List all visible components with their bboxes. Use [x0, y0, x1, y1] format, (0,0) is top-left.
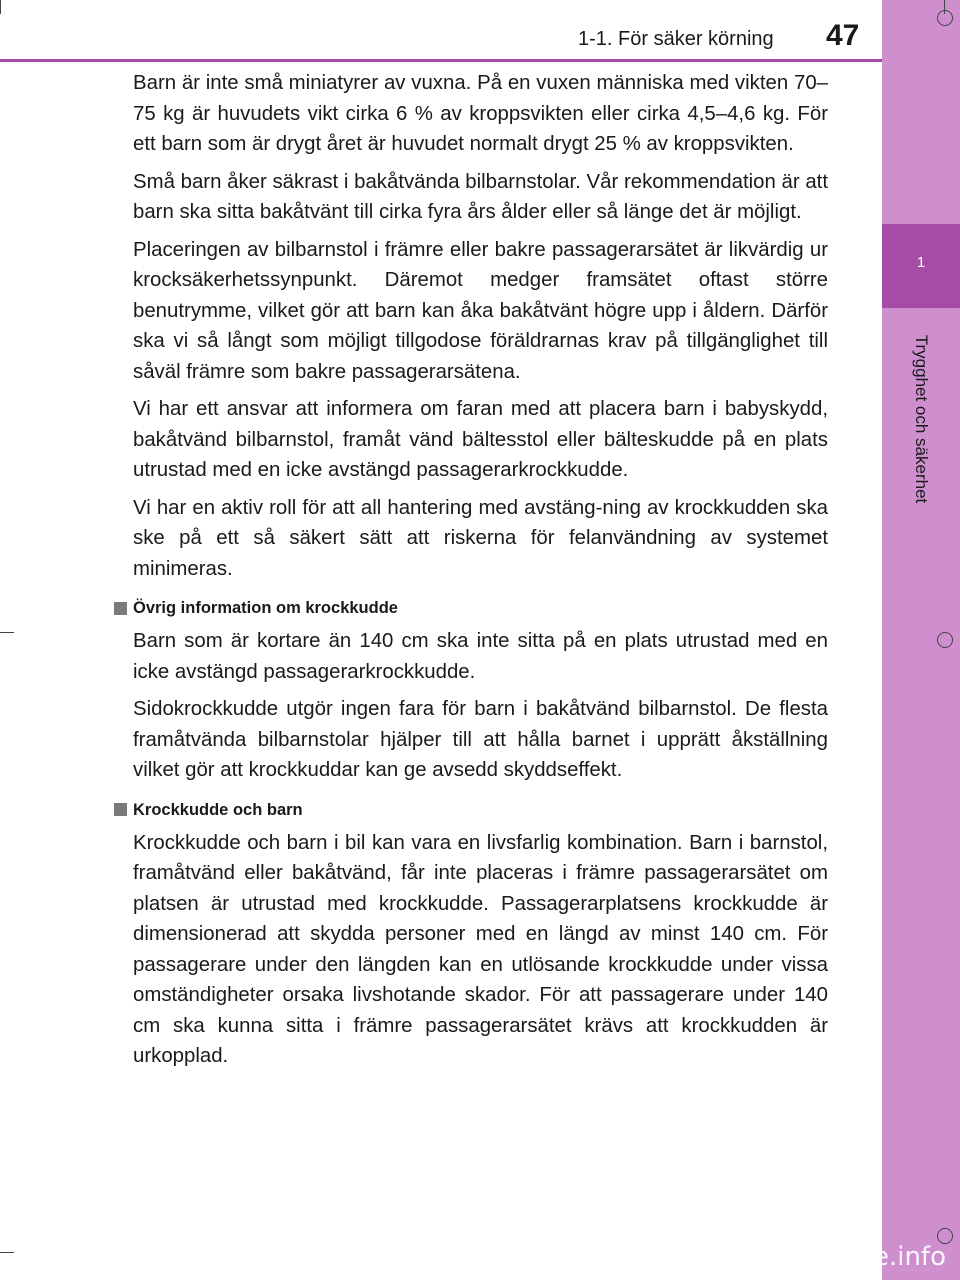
body-paragraph: Placeringen av bilbarnstol i främre eller bakre passagerarsätet är likvärdig ur krocksäkerhetssynpunkt. Däremot medger framsätet oftast större benutrymme, vilket gör att barn kan åka bakåtvänt högre upp i åldern. Därför ska vi så långt som möjligt tillgodose föräldrarnas krav på tillgänglighet till såväl främre som bakre passagerarsätena.: [133, 238, 828, 383]
crop-mark: [0, 0, 1, 14]
body-paragraph: Små barn åker säkrast i bakåtvända bilbarnstolar. Vår rekommendation är att barn ska sitta bakåtvänt till cirka fyra års ålder eller så länge det är möjligt.: [133, 170, 828, 223]
registration-mark: [937, 632, 953, 648]
section-heading: [114, 798, 828, 822]
watermark: carmanualsonline.info: [658, 1242, 946, 1272]
body-paragraph: Sidokrockkudde utgör ingen fara för barn i bakåtvänd bilbarnstol. De flesta framåtvända bilbarnstolar hjälper till att hålla barnet i upprätt åkställning vilket gör att krockkuddar kan ge avsedd skyddseffekt.: [133, 698, 828, 781]
section-heading-text: Krockkudde och barn: [133, 800, 303, 819]
header-rule: [0, 59, 882, 62]
square-bullet-icon: [114, 803, 127, 816]
running-head: 1-1. För säker körning: [578, 28, 774, 50]
crop-mark: [0, 632, 14, 633]
body-paragraph: Vi har ett ansvar att informera om faran med att placera barn i babyskydd, bakåtvänd bilbarnstol, framåt vänd bältesstol eller bälteskudde på en plats utrustad med en icke avstängd passagerarkrockkudde.: [133, 398, 828, 481]
section-heading-text: Övrig information om krockkudde: [133, 599, 398, 617]
body-paragraph: Krockkudde och barn i bil kan vara en livsfarlig kombination. Barn i barnstol, framåtvänd eller bakåtvänd, får inte placeras i främre passagerarsätet om platsen är utrustad med krockkudde. Passagerarplatsens krockkudde är dimensionerad att skydda personer med en längd av minst 140 cm. För passagerare under den längden kan en utlösande krockkudde under vissa omständigheter orsaka livshotande skador. För att passagerare under 140 cm ska kunna sitta i främre passagerarsätet krävs att krockkudden är urkopplad.: [133, 831, 828, 1067]
chapter-title: Trygghet och säkerhet: [912, 334, 931, 504]
body-paragraph: Barn som är kortare än 140 cm ska inte sitta på en plats utrustad med en icke avstängd passagerarkrockkudde.: [133, 630, 828, 683]
body-paragraph: Barn är inte små miniatyrer av vuxna. På en vuxen människa med vikten 70–75 kg är huvudets vikt cirka 6 % av kroppsvikten eller cirka 4,5–4,6 kg. För ett barn som är drygt året är huvudet normalt drygt 25 % av kroppsvikten.: [133, 72, 828, 155]
body-paragraph: Vi har en aktiv roll för att all hantering med avstäng-ning av krockkudden ska ske på ett så säkert sätt att riskerna för felanvändning av systemet minimeras.: [133, 496, 828, 580]
chapter-tab: [882, 224, 960, 308]
registration-mark: [937, 10, 953, 26]
page-number: 47: [826, 19, 860, 52]
square-bullet-icon: [114, 602, 127, 615]
section-heading: [114, 596, 828, 620]
page-content: [114, 68, 828, 1079]
crop-mark: [0, 1252, 14, 1253]
chapter-number: 1: [916, 254, 926, 271]
